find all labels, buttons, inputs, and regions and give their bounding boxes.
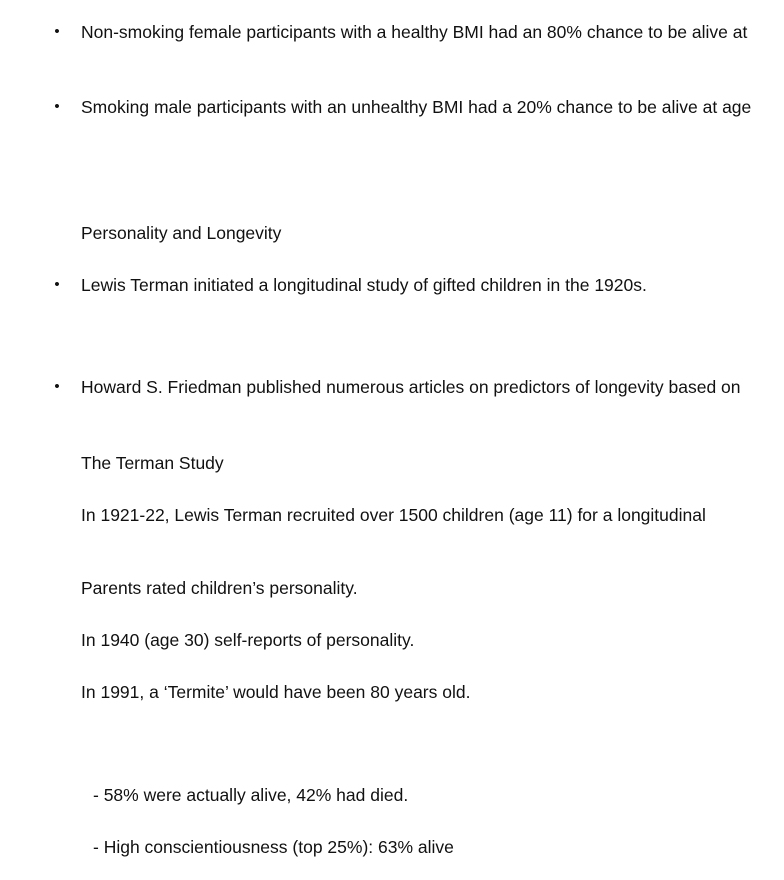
bullet-marker: • — [54, 23, 60, 40]
bullet-text: Non-smoking female participants with a healthy BMI had an 80% chance to be alive at — [81, 22, 748, 42]
bullet-marker: • — [54, 378, 60, 395]
bullet-text: Smoking male participants with an unhealthy BMI had a 20% chance to be alive at age — [81, 97, 752, 117]
bullet-marker: • — [54, 276, 60, 293]
paragraph: In 1940 (age 30) self-reports of personality. — [81, 630, 415, 650]
section-heading: Personality and Longevity — [81, 223, 282, 243]
paragraph: In 1921-22, Lewis Terman recruited over 1500 children (age 11) for a longitudinal — [81, 505, 706, 525]
bullet-text: Howard S. Friedman published numerous articles on predictors of longevity based on — [81, 377, 741, 397]
paragraph: Parents rated children’s personality. — [81, 578, 358, 598]
paragraph: In 1991, a ‘Termite’ would have been 80 years old. — [81, 682, 471, 702]
section-heading: The Terman Study — [81, 453, 224, 473]
result-item: - 58% were actually alive, 42% had died. — [93, 785, 409, 805]
bullet-marker: • — [54, 98, 60, 115]
result-item: - High conscientiousness (top 25%): 63% alive — [93, 837, 454, 857]
bullet-text: Lewis Terman initiated a longitudinal study of gifted children in the 1920s. — [81, 275, 647, 295]
